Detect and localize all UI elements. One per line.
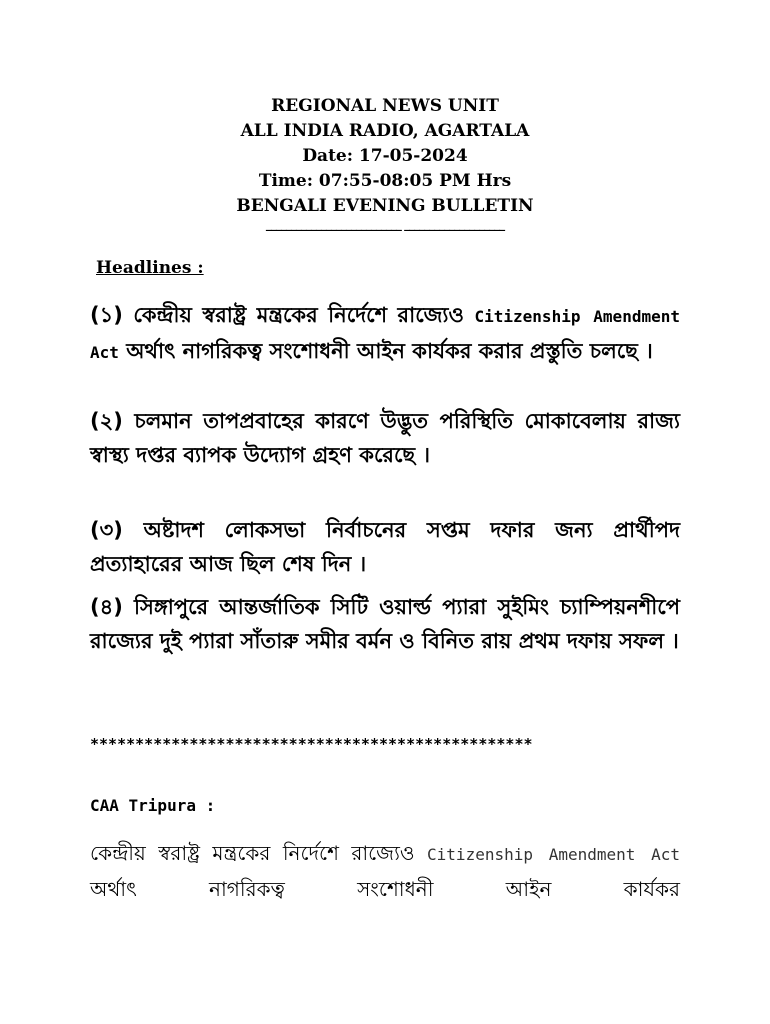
section-body-suffix: অর্থাৎ নাগরিকত্ব সংশোধনী আইন কার্যকর <box>90 877 680 901</box>
headline-1-suffix: অর্থাৎ নাগরিকত্ব সংশোধনী আইন কার্যকর করার প্রস্তুতি চলছে । <box>118 339 653 363</box>
section-body-english: Citizenship Amendment Act <box>427 845 681 864</box>
headline-2: (২) চলমান তাপপ্রবাহের কারণে উদ্ভুত পরিস্থিতি মোকাবেলায় রাজ্য স্বাস্থ্য দপ্তর ব্যাপক উদ্যোগ গ্রহণ করেছে । <box>90 409 680 467</box>
header-station: ALL INDIA RADIO, AGARTALA <box>240 121 530 141</box>
section-body <box>90 836 680 906</box>
header-time: Time: 07:55-08:05 PM Hrs <box>258 171 512 191</box>
header-unit: REGIONAL NEWS UNIT <box>271 96 499 116</box>
headline-1 <box>90 298 680 370</box>
bulletin-header <box>0 94 770 231</box>
header-bulletin-title: BENGALI EVENING BULLETIN <box>236 196 534 216</box>
headline-1-english: Citizenship Amendment Act <box>90 307 680 362</box>
section-title: CAA Tripura : <box>90 796 216 815</box>
header-date: Date: 17-05-2024 <box>302 146 468 166</box>
headline-1-prefix: (১) কেন্দ্রীয় স্বরাষ্ট্র মন্ত্রকের নির্দেশে রাজ্যেও <box>90 303 475 327</box>
section-body-prefix: কেন্দ্রীয় স্বরাষ্ট্র মন্ত্রকের নির্দেশে রাজ্যেও <box>90 841 428 865</box>
headline-3: (৩) অষ্টাদশ লোকসভা নির্বাচনের সপ্তম দফার জন্য প্রার্থীপদ প্রত্যাহারের আজ ছিল শেষ দিন । <box>90 518 680 576</box>
headline-4: (৪) সিঙ্গাপুরে আন্তর্জাতিক সিটি ওয়ার্ল্ড প্যারা সুইমিং চ্যাম্পিয়নশীপে রাজ্যের দুই প্যারা সাঁতারু সমীর বর্মন ও বিনিত রায় প্রথম দফায় সফল । <box>90 595 680 653</box>
header-rule: ___________________________ ____________________ <box>265 217 505 231</box>
separator-stars: ************************************************* <box>90 735 533 753</box>
headlines-label: Headlines : <box>96 258 204 278</box>
